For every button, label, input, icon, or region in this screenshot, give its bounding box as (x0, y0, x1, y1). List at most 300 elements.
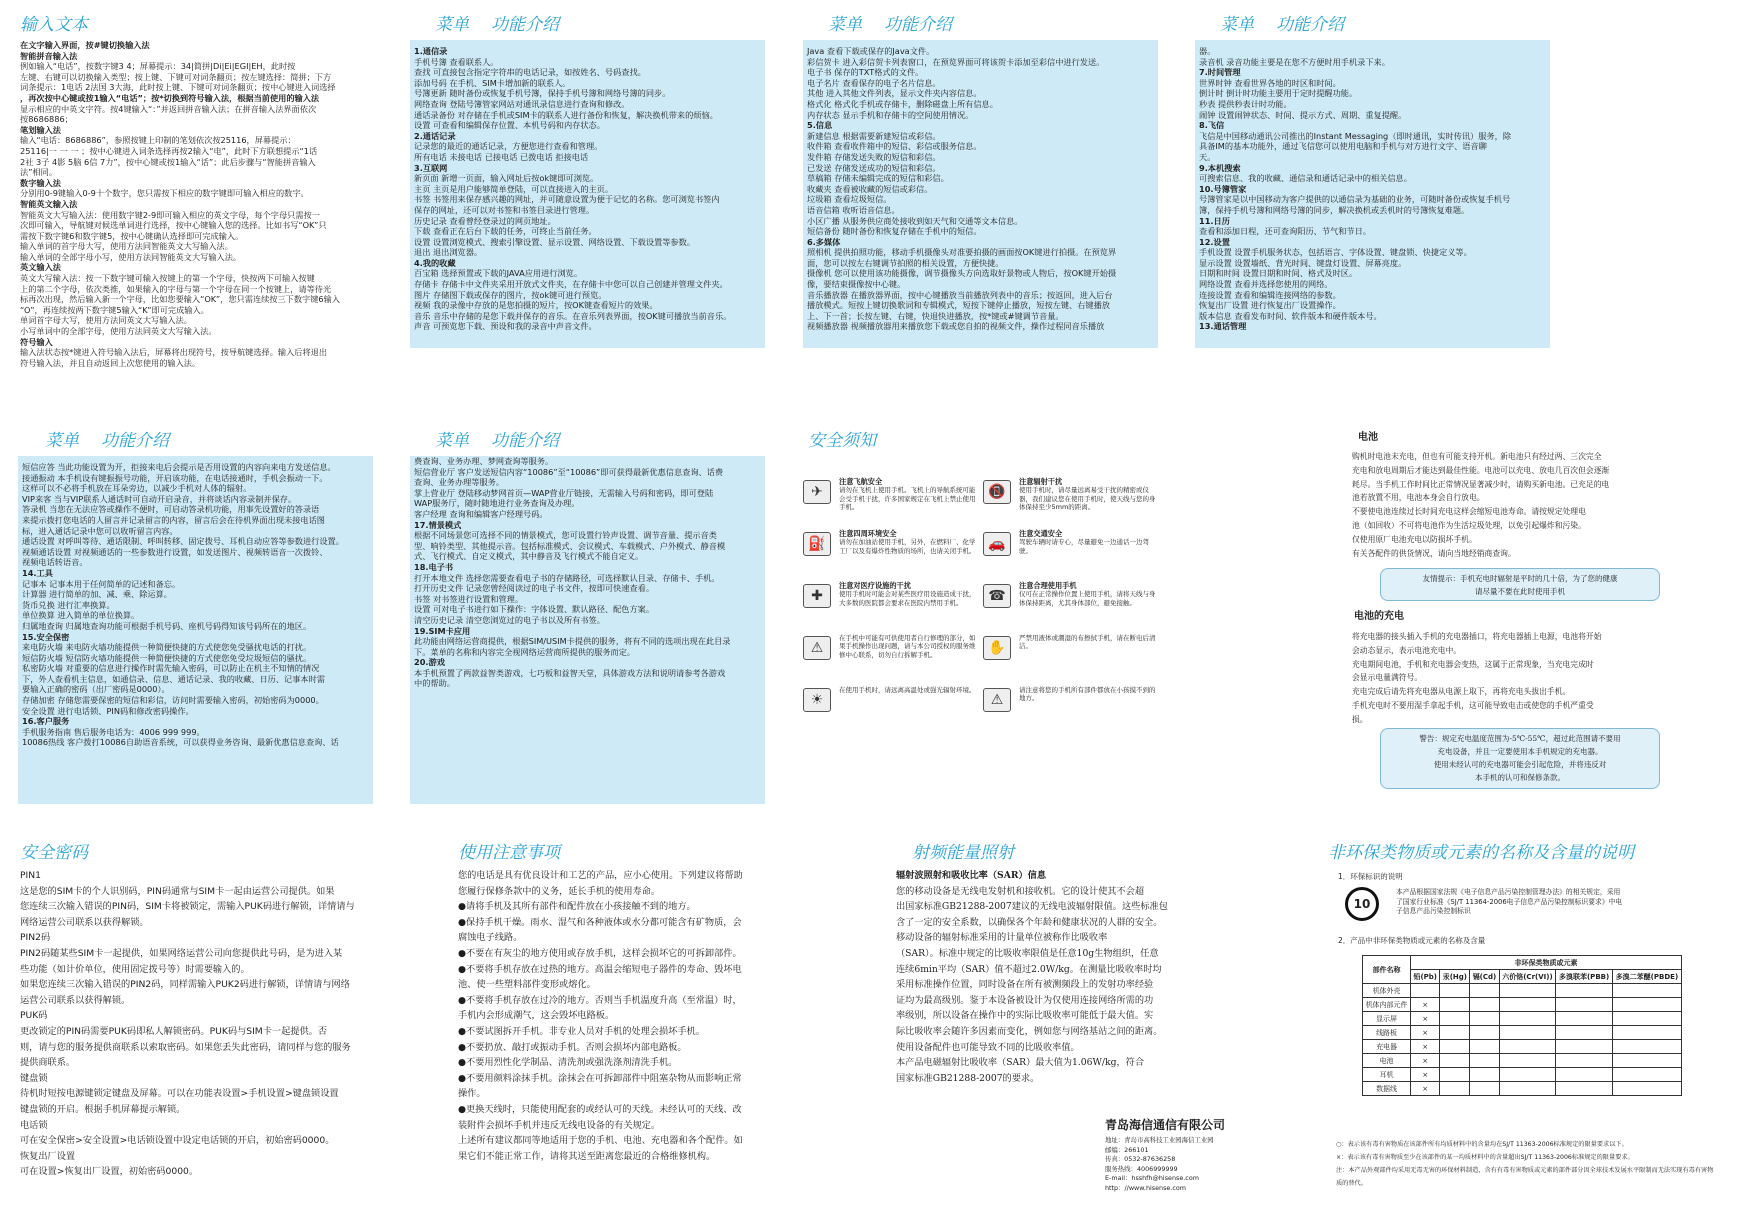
text-line: 友情提示：手机充电时辐射是平时的几十倍，为了您的健康 (1422, 574, 1618, 583)
cell (1556, 998, 1613, 1012)
text-line: 5.信息 (807, 120, 833, 131)
panel-title: 输入文本 (20, 15, 88, 35)
table-row (1363, 984, 1682, 998)
cell (1556, 1026, 1613, 1040)
text-line: 例如输入“电话”，按数字键3 4；屏幕提示：34|简拼|Di|Ei|EGI|EH，此时按 (20, 61, 296, 72)
text-line: 按8686886； (20, 114, 73, 125)
safety-item (839, 478, 977, 512)
text-line: 输入法状态按*键进入符号输入法后，屏幕将出现符号，按导航键选择。输入后将退出 (20, 347, 328, 358)
text-line: 恢复出厂设置 (20, 1150, 76, 1162)
battery-body (1352, 450, 1682, 560)
safety-item (839, 686, 977, 694)
hazard-table (1362, 955, 1682, 1096)
text-line: 10086热线 客户拨打10086自助语音系统，可以获得业务咨询、最新优惠信息查询、话 (22, 737, 339, 748)
text-line: 待机时短按电源键锁定键盘及屏幕。可以在功能表设置>手机设置>键盘锁设置 (20, 1088, 339, 1100)
eco-10-icon: 10 (1345, 887, 1379, 921)
text-line: 要输入正确的密码（出厂密码是0000）。 (22, 684, 170, 695)
text-line: 装附件会损坏手机并违反无线电设备的有关规定。 (458, 1119, 661, 1131)
text-line: 输入“电话：8686886”，参照按键上印制的笔划依次按25116，屏幕提示： (20, 135, 296, 146)
text-line: 显示设置 设置墙纸、背光时间、键盘灯设置、屏幕亮度。 (1199, 257, 1407, 268)
text-line: 下载 查看正在后台下载的任务，可终止当前任务。 (414, 226, 597, 237)
text-line: 查找 可直接包含指定字符串的电话记录，如按姓名、号码查找。 (414, 67, 646, 78)
safety-item-text: 使用手机时可能会对某些医疗用设施造成干扰，大多数的医院都会要求在医院内禁用手机。 (839, 590, 976, 607)
cell (1612, 1054, 1681, 1068)
text-line: 内存状态 显示手机和存储卡的空间使用情况。 (807, 109, 974, 120)
text-line: 客户经理 查询和编辑客户经理号码。 (414, 508, 548, 519)
table-row (1363, 998, 1682, 1012)
usage-notes-body (458, 868, 808, 1164)
cell (1499, 984, 1556, 998)
cell (1499, 998, 1556, 1012)
text-line: ●不要将手机存放在过热的地方。高温会缩短电子器件的寿命、毁坏电 (458, 963, 742, 975)
text-line: 簿，保持手机号簿和网络号簿的同步，解决换机或丢机时的号簿恢复难题。 (1199, 204, 1470, 215)
text-line: 耗尽。当手机工作时间比正常情况显著减少时，请购买新电池。已充足的电 (1352, 479, 1610, 489)
rf-body (896, 868, 1256, 1086)
text-line: Java 查看下载或保存的Java文件。 (807, 46, 935, 56)
text-line: 存储卡 存储卡中文件夹采用开放式文件夹，在存储卡中您可以自己创建并管理文件夹。 (414, 279, 728, 290)
cell (1612, 1068, 1681, 1082)
text-line: 3.互联网 (414, 162, 448, 173)
text-line: ○：表示该有毒有害物质在该部件所有均质材料中的含量均在SJ/T 11363-2006标准规定的限量要求以下。 (1336, 1141, 1628, 1148)
text-line: 所有电话 未接电话 已接电话 已拨电话 拒接电话 (414, 151, 589, 162)
text-line: 14.工具 (22, 567, 53, 578)
text-line: 打开本地文件 选择您需要查看电子书的存储路径，可选择默认目录、存储卡、手机。 (414, 572, 720, 583)
panel-usage-notes (458, 840, 850, 866)
safety-item-title: 注意合理使用手机 (1019, 581, 1077, 590)
cell (1556, 984, 1613, 998)
text-line: 声音 可预览您下载、预设和我的录音中声音文件。 (414, 321, 597, 332)
text-line: 网络运营公司联系以获得解锁。 (20, 916, 149, 928)
text-line: ×：表示该有毒有害物质至少在该部件的某一均质材料中的含量超出SJ/T 11363-2006标准规定的限量要求。 (1336, 1154, 1634, 1161)
text-line: 出国家标准GB21288-2007建议的无线电波辐射限值。这些标准包 (896, 901, 1168, 913)
text-line: 视频 我的录像中存放的是您拍摄的短片，按OK键查看短片的效果。 (414, 300, 658, 311)
text-line: 池（如回收）不可将电池作为生活垃圾处理，以免引起爆炸和污染。 (1352, 520, 1586, 530)
text-line: 在文字输入界面，按#键切换输入法 (20, 40, 150, 50)
text-line: 如果您连续三次输入错误的PIN2码，同样需输入PUK2码进行解锁，详情请与网络 (20, 979, 350, 991)
text-line: 播放模式。短按上键切换歌词和专辑模式，短按下键停止播放，短按左键、右键播放 (807, 300, 1110, 311)
text-line: 可在安全保密>安全设置>电话锁设置中设定电话锁的开启，初始密码0000。 (20, 1135, 335, 1147)
text-line: 您履行保修条款中的义务，延长手机的使用寿命。 (458, 885, 661, 897)
text-line: 打开历史文件 记录您曾经阅读过的电子书文件，按即可快速查看。 (414, 583, 655, 594)
col-header: 铅(Pb) (1411, 970, 1440, 984)
text-line: 号簿更新 随时备份或恢复手机号簿，保持手机号簿和网络号簿的同步。 (414, 88, 671, 99)
safety-item-text: 驾驶车辆时请专心，尽量避免一边通话一边驾驶。 (1019, 538, 1149, 555)
text-line: 短信营业厅 客户发送短信内容“10086”至“10086”即可获得最新优惠信息查询、话费 (414, 466, 724, 477)
menu-body-4 (22, 462, 370, 748)
safety-icon: ⚠ (983, 688, 1011, 712)
text-line: “O”，再连续按两下数字键5输入“K”即可完成输入。 (20, 304, 209, 315)
text-line: 标，进入通话记录中您可以收听留言内容。 (22, 525, 178, 536)
table-row (1363, 1068, 1682, 1082)
safety-item-title: 注意飞航安全 (839, 477, 883, 486)
text-line: ●不要试图拆开手机。非专业人员对手机的处理会损坏手机。 (458, 1025, 705, 1037)
text-line: 显示相应的中英文字符。按4键输入“：”并返回拼音输入法；在拼音输入法界面依次 (20, 103, 317, 114)
text-line: 摄像机 您可以使用该功能摄像，调节摄像头方向选取好景物或人物后，按OK键开始摄 (807, 268, 1117, 279)
text-line: 注：本产品外观部件均采用无毒无害的环保材料制造，含有有毒有害物质或元素的部件部分因全球技术发展水平限制而无法实现有毒有害物质的替代。 (1336, 1167, 1714, 1187)
cell (1470, 1012, 1499, 1026)
cell: × (1411, 1040, 1440, 1054)
safety-item-title: 注意交通安全 (1019, 529, 1063, 538)
text-line: 传真：0532-87636258 (1105, 1155, 1176, 1164)
cell (1499, 1082, 1556, 1096)
text-line: E-mail：hsshfh@hisense.com (1105, 1174, 1199, 1183)
text-line: 国家标准GB21288-2007的要求。 (896, 1072, 1040, 1084)
text-line: 新页面 新增一页面，输入网址后按ok键即可浏览。 (414, 173, 599, 184)
security-code-body (20, 868, 380, 1180)
eco-label-heading: 1．环保标识的说明 (1338, 872, 1403, 881)
text-line: 草稿箱 存储未编辑完成的短信和彩信。 (807, 173, 949, 184)
cell (1470, 1040, 1499, 1054)
text-line: 器。 (1199, 46, 1216, 56)
text-line: 次即可输入，导航键对候选单词进行选择，按中心键输入您的选择。比如书写“OK”只 (20, 220, 327, 231)
text-line: 答录机 当您在无法应答或操作不便时，可启动答录机功能，用事先设置好的答录语 (22, 504, 320, 515)
text-line: 存储加密 存储您需要保密的短信和彩信，访问时需要输入密码，初始密码为0000。 (22, 695, 324, 706)
text-line: PIN2码随某些SIM卡一起提供，如果网络运营公司向您提供此号码，是为进入某 (20, 947, 343, 959)
text-line: 掌上营业厅 登陆移动梦网首页—WAP营业厅链接，无需输入号码和密码，即可登陆 (414, 487, 714, 498)
text-line: 8.飞信 (1199, 120, 1225, 131)
text-line: 百宝箱 选择预置或下载的JAVA应用进行浏览。 (414, 268, 583, 279)
text-line: 充电和放电周期后才能达到最佳性能。电池可以充电、放电几百次但会逐渐 (1352, 465, 1610, 475)
col-group: 非环保类物质或元素 (1411, 956, 1682, 970)
safety-item (1019, 686, 1157, 703)
text-line: 单词首字母大写，使用方法同英文大写输入法。 (20, 315, 192, 326)
panel-subtitle: 功能介绍 (491, 431, 559, 451)
cell (1556, 1012, 1613, 1026)
table-row (1363, 1082, 1682, 1096)
panel-title: 安全须知 (808, 431, 876, 451)
panel-subtitle: 功能介绍 (884, 15, 952, 35)
text-line: 您连续三次输入错误的PIN码，SIM卡将被锁定，需输入PUK码进行解锁，详情请与 (20, 901, 355, 913)
text-line: 仅使用原厂电池充电以防损坏手机。 (1352, 534, 1477, 544)
text-line: 15.安全保密 (22, 631, 70, 642)
safety-icon: 🚗 (983, 532, 1011, 556)
text-line: 将充电器的接头插入手机的充电器插口，将充电器插上电源，电池将开始 (1352, 632, 1602, 641)
text-line: 已发送 存储发送成功的短信和彩信。 (807, 162, 941, 173)
text-line: 短信防火墙 短信防火墙功能提供一种简便快捷的方式使您免受垃圾短信的骚扰。 (22, 652, 312, 663)
text-line: 手机设置 设置手机服务状态，包括语言、字体设置、键盘锁、快捷定义等。 (1199, 247, 1472, 258)
text-line: 不要使电池连续过长时间充电这样会缩短电池寿命。请按规定处理电 (1352, 507, 1586, 517)
text-line: 设置 可对电子书进行如下操作：字体设置、默认路径、配色方案。 (414, 604, 655, 615)
cell: × (1411, 1068, 1440, 1082)
text-line: 17.情景模式 (414, 519, 462, 530)
text-line: 手机服务指南 售后服务电话为：4006 999 999。 (22, 726, 205, 737)
text-line: 手机充电时不要用湿手拿起手机，这可能导致电击或使您的手机严重受 (1352, 700, 1594, 710)
panel-menu-3 (1220, 12, 1612, 38)
safety-item-title: 注意辐射干扰 (1019, 477, 1063, 486)
cell (1470, 984, 1499, 998)
text-line: 记录您的最近的通话记录，方便您进行查看和管理。 (414, 141, 603, 152)
text-line: 分别用0-9键输入0-9十个数字，您只需按下相应的数字键即可输入相应的数字。 (20, 188, 309, 199)
text-line: 这样可以不必将手机放在耳朵旁边，以减少手机对人体的辐射。 (22, 483, 252, 494)
hazard-notes (1336, 1138, 1716, 1190)
text-line: 图片 存储图下载或保存的图片，按ok键可进行预览。 (414, 289, 607, 300)
text-line: ●不要将手机存放在过冷的地方。否则当手机温度升高（至常温）时， (458, 994, 742, 1006)
text-line: ●保持手机干燥。雨水、湿气和各种液体或水分都可能含有矿物质，会 (458, 916, 742, 928)
text-line: 发件箱 存储发送失败的短信和彩信。 (807, 151, 941, 162)
text-line: 历史记录 查看曾经登录过的网页地址。 (414, 215, 556, 226)
text-line: 9.本机搜索 (1199, 162, 1241, 173)
panel-title: 菜单 (828, 15, 862, 35)
text-line: 键盘锁 (20, 1072, 48, 1084)
text-line: 输入单词的首字母大写，使用方法同智能英文大写输入法。 (20, 241, 233, 252)
text-line: 退出 退出浏览器。 (414, 247, 483, 258)
battery-heading: 电池 (1358, 432, 1378, 443)
text-line: 设置 设置浏览模式、搜索引擎设置、显示设置、网络设置、下载设置等参数。 (414, 236, 695, 247)
safety-icon: ⛽ (803, 532, 831, 556)
row-part: 显示屏 (1363, 1012, 1411, 1026)
text-line: 连续6min平均（SAR）值不超过2.0W/kg。在测量比吸收率时均 (896, 963, 1162, 975)
text-line: 智能英文大写输入法：使用数字键2-9即可输入相应的英文字母，每个字母只需按一 (20, 209, 320, 220)
safety-item-text: 在使用手机时，请远离高温处或强光辐射环境。 (839, 686, 976, 694)
text-line: 率级别，所以设备在操作中的实际比吸收率可能低于最大值。实 (896, 1010, 1154, 1022)
safety-item (1019, 582, 1157, 607)
text-line: 18.电子书 (414, 561, 454, 572)
panel-subtitle: 功能介绍 (491, 15, 559, 35)
table-row (1363, 1026, 1682, 1040)
panel-menu-1 (435, 12, 827, 38)
menu-body-1 (414, 46, 762, 332)
row-part: 电池 (1363, 1054, 1411, 1068)
text-line: 使用未经认可的充电器可能会引起危险，并将违反对 (1433, 760, 1607, 769)
row-part: 充电器 (1363, 1040, 1411, 1054)
text-line: ●不要在有灰尘的地方使用或存放手机，这样会损坏它的可拆卸部件。 (458, 947, 742, 959)
text-line: 1.通信录 (414, 46, 448, 56)
text-line: http：//www.hisense.com (1105, 1183, 1187, 1192)
text-line: 音乐 音乐中存储的是您下载并保存的音乐。在音乐列表界面，按OK键可播放当前音乐。 (414, 310, 732, 321)
cell (1470, 1082, 1499, 1096)
text-line: 上的第二个字母，依次类推，如果输入的字母与第一个字母在同一个按键上，请等待光 (20, 283, 332, 294)
safety-item (839, 634, 977, 659)
panel-input-text (20, 12, 412, 38)
safety-item-title: 注意对医疗设施的干扰 (839, 581, 911, 590)
text-line: 型、响铃类型、其他提示音。包括标准模式、会议模式、车载模式、户外模式、静音模 (414, 540, 726, 551)
text-line: 4.我的收藏 (414, 257, 456, 268)
cell (1470, 1026, 1499, 1040)
text-line: 购机时电池未充电，但也有可能支持开机。新电池只有经过两、三次完全 (1352, 452, 1602, 461)
text-line: 地址：青岛市高科技工业园海信工业园 (1105, 1136, 1214, 1144)
cell (1612, 1026, 1681, 1040)
text-line: 2.通话记录 (414, 130, 456, 141)
cell (1499, 1012, 1556, 1026)
col-header: 六价铬(Cr(VI)) (1499, 970, 1556, 984)
eco-label-text (1396, 888, 1716, 917)
text-line: 12.设置 (1199, 236, 1230, 247)
panel-title: 菜单 (435, 431, 469, 451)
text-line: 了国家行业标准《SJ/T 11364-2006电子信息产品污染控制标识要求》中电 (1396, 897, 1623, 906)
cell: × (1411, 1082, 1440, 1096)
text-line: 20.游戏 (414, 657, 445, 668)
text-line: 其他 进入其他文件列表，显示文件夹内容信息。 (807, 88, 982, 99)
text-line: 手机内会形成潮气，这会毁坏电路板。 (458, 1010, 615, 1022)
table-row (1363, 1012, 1682, 1026)
panel-safety (808, 428, 1200, 454)
text-line: 新建信息 根据需要新建短信或彩信。 (807, 130, 941, 141)
warning-box (1380, 728, 1660, 789)
cell (1499, 1040, 1556, 1054)
text-line: 收件箱 查看收件箱中的短信、彩信或服务信息。 (807, 141, 982, 152)
text-line: 通话录备份 对存储在手机或SIM卡的联系人进行备份和恢复，解决换机带来的烦恼。 (414, 109, 718, 120)
text-line: 英文大写输入法：按一下数字键可输入按键上的第一个字母，快按两下可输入按键 (20, 273, 315, 284)
text-line: 11.日历 (1199, 215, 1230, 226)
safety-icon: 📵 (983, 480, 1011, 504)
text-line: 手机号簿 查看联系人。 (414, 56, 499, 67)
text-line: 2社 3子 4影 5脑 6信 7力”，按中心键或按1输入“话”；此后步骤与“智能拼音输入 (20, 156, 316, 167)
text-line: 电话锁 (20, 1119, 48, 1131)
text-line: 腐蚀电子线路。 (458, 932, 523, 944)
text-line: 警告：规定充电温度范围为-5℃-55℃，超过此范围请不要用 (1419, 734, 1621, 743)
cell (1440, 1012, 1470, 1026)
cell (1440, 1054, 1470, 1068)
text-line: 录音机 录音功能主要是在您不方便时用手机录下来。 (1199, 56, 1390, 67)
text-line: 垃圾箱 查看垃圾短信。 (807, 194, 892, 205)
charge-heading: 电池的充电 (1354, 611, 1404, 622)
safety-item (839, 530, 977, 555)
safety-icon: ⚠ (803, 636, 831, 660)
cell (1499, 1026, 1556, 1040)
text-line: 本产品根据国家法规《电子信息产品污染控制管理办法》的相关规定，采用 (1396, 888, 1621, 896)
cell (1440, 1040, 1470, 1054)
text-line: 来电防火墙 来电防火墙功能提供一种简便快捷的方式使您免受骚扰电话的打扰。 (22, 642, 312, 653)
col-header: 多溴联苯(PBB) (1556, 970, 1613, 984)
text-line: 面，您可以按左右键调节拍照的相关设置，方便快捷。 (807, 257, 1004, 268)
text-line: VIP来客 当与VIP联系人通话时可自动开启录音，并将谈话内容录制并保存。 (22, 493, 297, 504)
safety-item-text: 严禁用液体或潮湿的布擦拭手机，请在断电后清洁。 (1019, 634, 1156, 651)
cell (1556, 1082, 1613, 1096)
text-line: 6.多媒体 (807, 236, 841, 247)
text-line: 语音信箱 收听语音信息。 (807, 204, 900, 215)
text-line: ●不要扔放、敲打或振动手机。否则会损坏内部电路板。 (458, 1041, 687, 1053)
text-line: 运营公司联系以获得解锁。 (20, 994, 131, 1006)
text-line: 使用设备配件也可能导致不同的比吸收率值。 (896, 1041, 1080, 1053)
cell (1499, 1068, 1556, 1082)
text-line: ，再次按中心键或按1输入“电话”；按*切换到符号输入法，根据当前使用的输入法 (20, 92, 320, 103)
cell (1499, 1054, 1556, 1068)
row-part: 机体内部元件 (1363, 998, 1411, 1012)
cell (1612, 998, 1681, 1012)
text-line: 安全设置 进行电话锁、PIN码和修改密码操作。 (22, 705, 194, 716)
text-line: 25116|一 一 一 ；按中心键进入词条选择再按2输入“电”，此时下方联想提示“1话 (20, 145, 318, 156)
text-line: 费查询、业务办理、梦网查询等服务。 (414, 456, 554, 466)
text-line: 秒表 提供秒表计时功能。 (1199, 98, 1292, 109)
col-part: 部件名称 (1363, 956, 1411, 984)
text-line: 视频电话转语音。 (22, 557, 88, 568)
text-line: 保存的网址，还可以对书签和书签目录进行管理。 (414, 204, 595, 215)
text-line: 倒计时 倒计时功能主要用于定时提醒功能。 (1199, 88, 1358, 99)
text-line: 本产品电磁辐射比吸收率（SAR）最大值为1.06W/kg，符合 (896, 1057, 1145, 1069)
text-line: 13.通话管理 (1199, 321, 1247, 332)
panel-title: 非环保类物质或元素的名称及含量的说明 (1328, 843, 1634, 863)
text-line: 智能英文输入法 (20, 198, 78, 209)
text-line: 查看和添加日程，还可查询阳历、节气和节日。 (1199, 226, 1371, 237)
text-line: 闹钟 设置闹钟状态、时间、提示方式、周期、重复提醒。 (1199, 109, 1407, 120)
text-line: 清空历史记录 清空您浏览过的电子书以及所有书签。 (414, 614, 605, 625)
safety-item-text: 使用手机时，请尽量远离易受干扰的精密或仪器，我们建议您在使用手机时，使天线与您的身体保持至少5mm的距离。 (1019, 486, 1156, 512)
safety-icon: ☎ (983, 584, 1011, 608)
table-row (1363, 1054, 1682, 1068)
text-line: 智能拼音输入法 (20, 50, 78, 61)
cell (1440, 1026, 1470, 1040)
panel-menu-4 (45, 428, 437, 454)
text-line: 符号输入法，并且自动返回上次您使用的输入法。 (20, 357, 201, 368)
text-line: 小写单词中的全部字母，使用方法同英文大写输入法。 (20, 326, 217, 337)
cell (1440, 998, 1470, 1012)
text-line: 记事本 记事本用于任何简单的记述和备忘。 (22, 578, 181, 589)
panel-title: 菜单 (435, 15, 469, 35)
text-line: 损。 (1352, 714, 1368, 724)
panel-rf (912, 840, 1304, 866)
text-line: 恢复出厂设置 进行恢复出厂设置操作。 (1199, 300, 1341, 311)
text-line: 电子书 保存的TXT格式的文件。 (807, 67, 924, 78)
text-line: 您的移动设备是无线电发射机和接收机。它的设计使其不会超 (896, 885, 1145, 897)
text-line: 际比吸收率会随许多因素而变化，例如您与网络基站之间的距离。 (896, 1025, 1163, 1037)
col-header: 多溴二苯醚(PBDE) (1612, 970, 1681, 984)
text-line: 下。菜单的名称和内容完全视网络运营商所提供的服务而定。 (414, 646, 636, 657)
row-part: 线路板 (1363, 1026, 1411, 1040)
text-line: 词条提示：1电话 2法国 3大海，此时按上键、下键可对词条翻页；按中心键进入词选择 (20, 82, 336, 93)
panel-title: 安全密码 (20, 843, 88, 863)
text-line: 请尽量不要在此时使用手机 (1475, 587, 1565, 596)
text-line: 号簿管家是以中国移动为客户提供的以通信录为基础的业务，可随时备份或恢复手机号 (1199, 194, 1511, 205)
text-line: 充电设备，并且一定要使用本手机规定的充电器。 (1437, 747, 1603, 756)
text-line: 书签 书签用来保存感兴趣的网址，并可随意设置为便于记忆的名称。您可浏览书签内 (414, 194, 720, 205)
text-line: ●不要用烈性化学制品、清洗剂或强洗涤剂清洗手机。 (458, 1057, 678, 1069)
text-line: PUK码 (20, 1010, 48, 1022)
text-line: 可在设置>恢复出厂设置，初始密码0000。 (20, 1166, 199, 1178)
text-line: 充电完成后请先将充电器从电源上取下，再将充电头拔出手机。 (1352, 687, 1571, 697)
text-line: 数字输入法 (20, 177, 61, 188)
cell (1440, 1068, 1470, 1082)
cell: × (1411, 1026, 1440, 1040)
cell: × (1411, 998, 1440, 1012)
text-line: 视频通话设置 对视频通话的一些参数进行设置，如发送图片、视频转语音一次拨铃、 (22, 546, 328, 557)
text-line: WAP服务厅，随时随地进行业务查询及办理。 (414, 498, 580, 509)
company-contact (1105, 1136, 1265, 1194)
col-header: 汞(Hg) (1440, 970, 1470, 984)
text-line: 来提示拨打您电话的人留言并记录留言的内容，留言后会在待机界面出现未接电话图 (22, 514, 325, 525)
col-header: 镉(Cd) (1470, 970, 1499, 984)
text-line: 电子名片 查看保存的电子名片信息。 (807, 77, 941, 88)
row-part: 耳机 (1363, 1068, 1411, 1082)
panel-hazard (1328, 840, 1720, 866)
text-line: 移动设备的辐射标准采用的计量单位被称作比吸收率 (896, 932, 1108, 944)
cell (1556, 1040, 1613, 1054)
cell (1470, 1068, 1499, 1082)
text-line: 19.SIM卡应用 (414, 625, 471, 636)
row-part: 机体外壳 (1363, 984, 1411, 998)
text-line: 照相机 提供拍照功能，移动手机摄像头对准要拍摄的画面按OK键进行拍摄。在预览界 (807, 247, 1117, 258)
safety-item-text: 请勿在飞机上使用手机。飞机上的导航系统可能会受手机干扰，许多国家规定在飞机上禁止使用手机。 (839, 486, 976, 512)
text-line: 些功能（如计价单位，使用固定拨号等）时需要输入的。 (20, 963, 250, 975)
text-line: 式、飞行模式、自定义模式，其中静音及飞行模式不能自定义。 (414, 551, 644, 562)
text-line: 7.时间管理 (1199, 67, 1241, 78)
cell (1612, 1040, 1681, 1054)
text-line: 通话设置 对呼叫等待、通话限制、呼叫转移、固定拨号、耳机自动应答等参数进行设置。 (22, 536, 344, 547)
cell (1411, 984, 1440, 998)
cell: × (1411, 1054, 1440, 1068)
cell (1470, 998, 1499, 1012)
cell (1612, 984, 1681, 998)
text-line: 版本信息 查看发布时间、软件版本和硬件版本号。 (1199, 310, 1382, 321)
text-line: 具备IM的基本功能外，通过飞信您可以使用电脑和手机与对方进行文字、语音聊 (1199, 141, 1487, 152)
panel-security-code (20, 840, 412, 866)
panel-title: 使用注意事项 (458, 843, 560, 863)
text-line: 设置 可查看和编辑保存位置、本机号码和内存状态。 (414, 120, 605, 131)
text-line: 像，要结束摄像按中心键。 (807, 279, 906, 290)
cell (1612, 1012, 1681, 1026)
text-line: 会显示电量满符号。 (1352, 673, 1423, 683)
input-text-body (20, 40, 370, 368)
safety-item-title: 注意四周环境安全 (839, 529, 897, 538)
